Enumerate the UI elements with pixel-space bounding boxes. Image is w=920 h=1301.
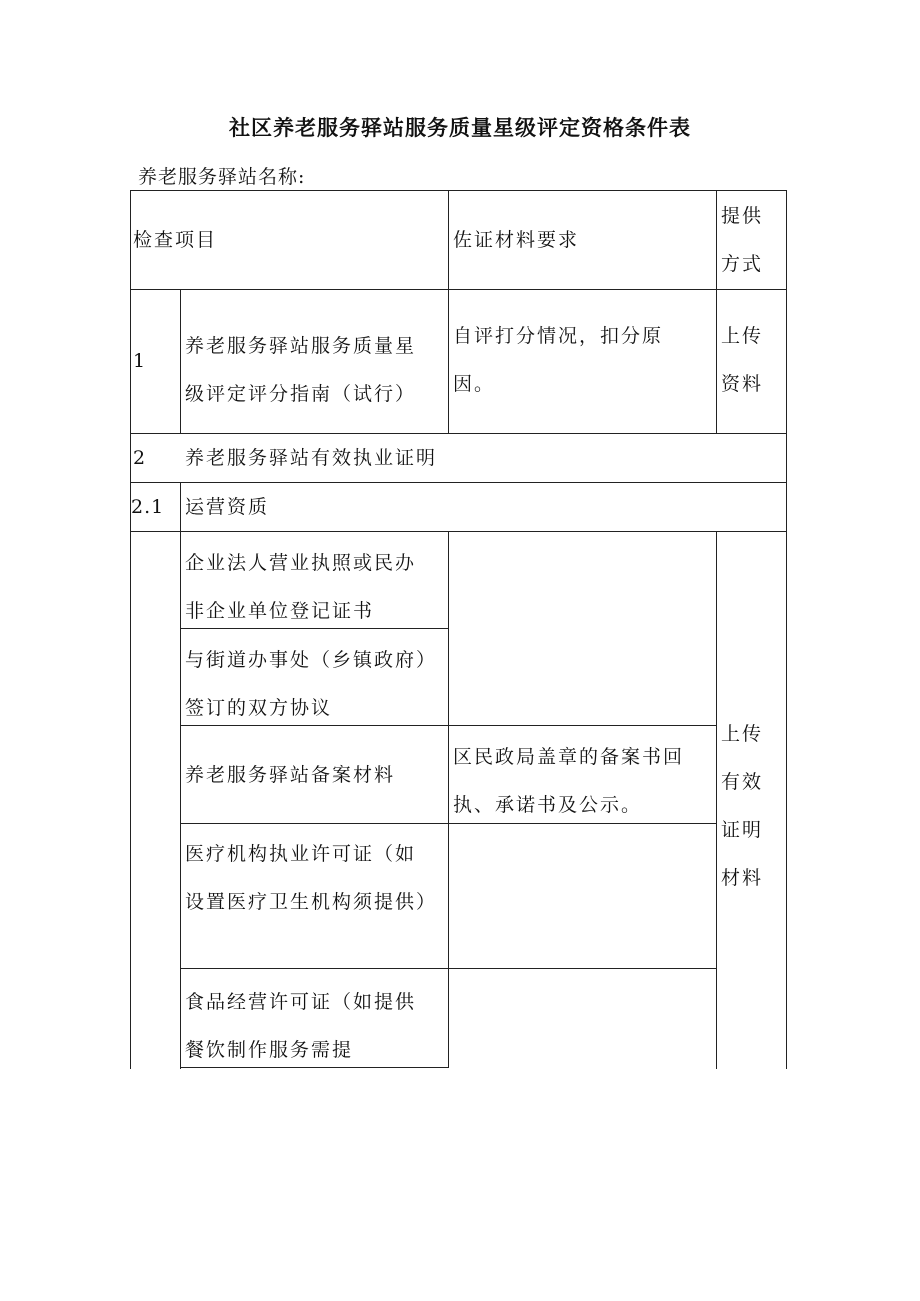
grid-line: [130, 433, 787, 434]
grid-line: [716, 190, 717, 434]
station-name-label: 养老服务驿站名称:: [138, 166, 306, 188]
row1-method: 上传 资料: [721, 325, 764, 395]
grid-line: [130, 482, 787, 483]
row1-evidence: 自评打分情况，扣分原 因。: [453, 325, 664, 395]
grid-line: [130, 190, 787, 191]
row1-number: 1: [133, 350, 148, 372]
grid-line: [130, 190, 131, 1069]
grid-line: [448, 531, 449, 1068]
row1-item: 养老服务驿站服务质量星 级评定评分指南（试行）: [185, 335, 417, 405]
sub-method: 上传 有效 证明 材料: [721, 723, 764, 889]
grid-line: [786, 190, 787, 1069]
document-title: 社区养老服务驿站服务质量星级评定资格条件表: [229, 115, 691, 140]
row2-number: 2: [133, 447, 148, 469]
sub-item-medical-license: 医疗机构执业许可证（如 设置医疗卫生机构须提供）: [185, 843, 438, 913]
row2-1-number: 2.1: [131, 496, 165, 518]
row2-item: 养老服务驿站有效执业证明: [185, 447, 438, 469]
sub-item-filing-evidence: 区民政局盖章的备案书回 执、承诺书及公示。: [453, 746, 685, 816]
sub-item-business-license: 企业法人营业执照或民办 非企业单位登记证书: [185, 552, 417, 622]
header-method: 提供 方式: [721, 205, 764, 275]
grid-line: [130, 531, 787, 532]
grid-line: [180, 289, 181, 434]
header-item: 检查项目: [133, 229, 218, 251]
header-evidence: 佐证材料要求: [453, 229, 580, 251]
grid-line: [180, 628, 449, 629]
grid-line: [130, 289, 787, 290]
grid-line: [180, 968, 717, 969]
row2-1-item: 运营资质: [185, 496, 270, 518]
grid-line: [448, 190, 449, 434]
sub-item-food-license: 食品经营许可证（如提供 餐饮制作服务需提: [185, 991, 417, 1061]
sub-item-filing-materials: 养老服务驿站备案材料: [185, 764, 396, 786]
grid-line: [180, 725, 717, 726]
grid-line: [180, 482, 181, 1069]
grid-line: [180, 1067, 449, 1068]
sub-item-street-agreement: 与街道办事处（乡镇政府） 签订的双方协议: [185, 649, 438, 719]
grid-line: [716, 531, 717, 1069]
grid-line: [180, 823, 717, 824]
